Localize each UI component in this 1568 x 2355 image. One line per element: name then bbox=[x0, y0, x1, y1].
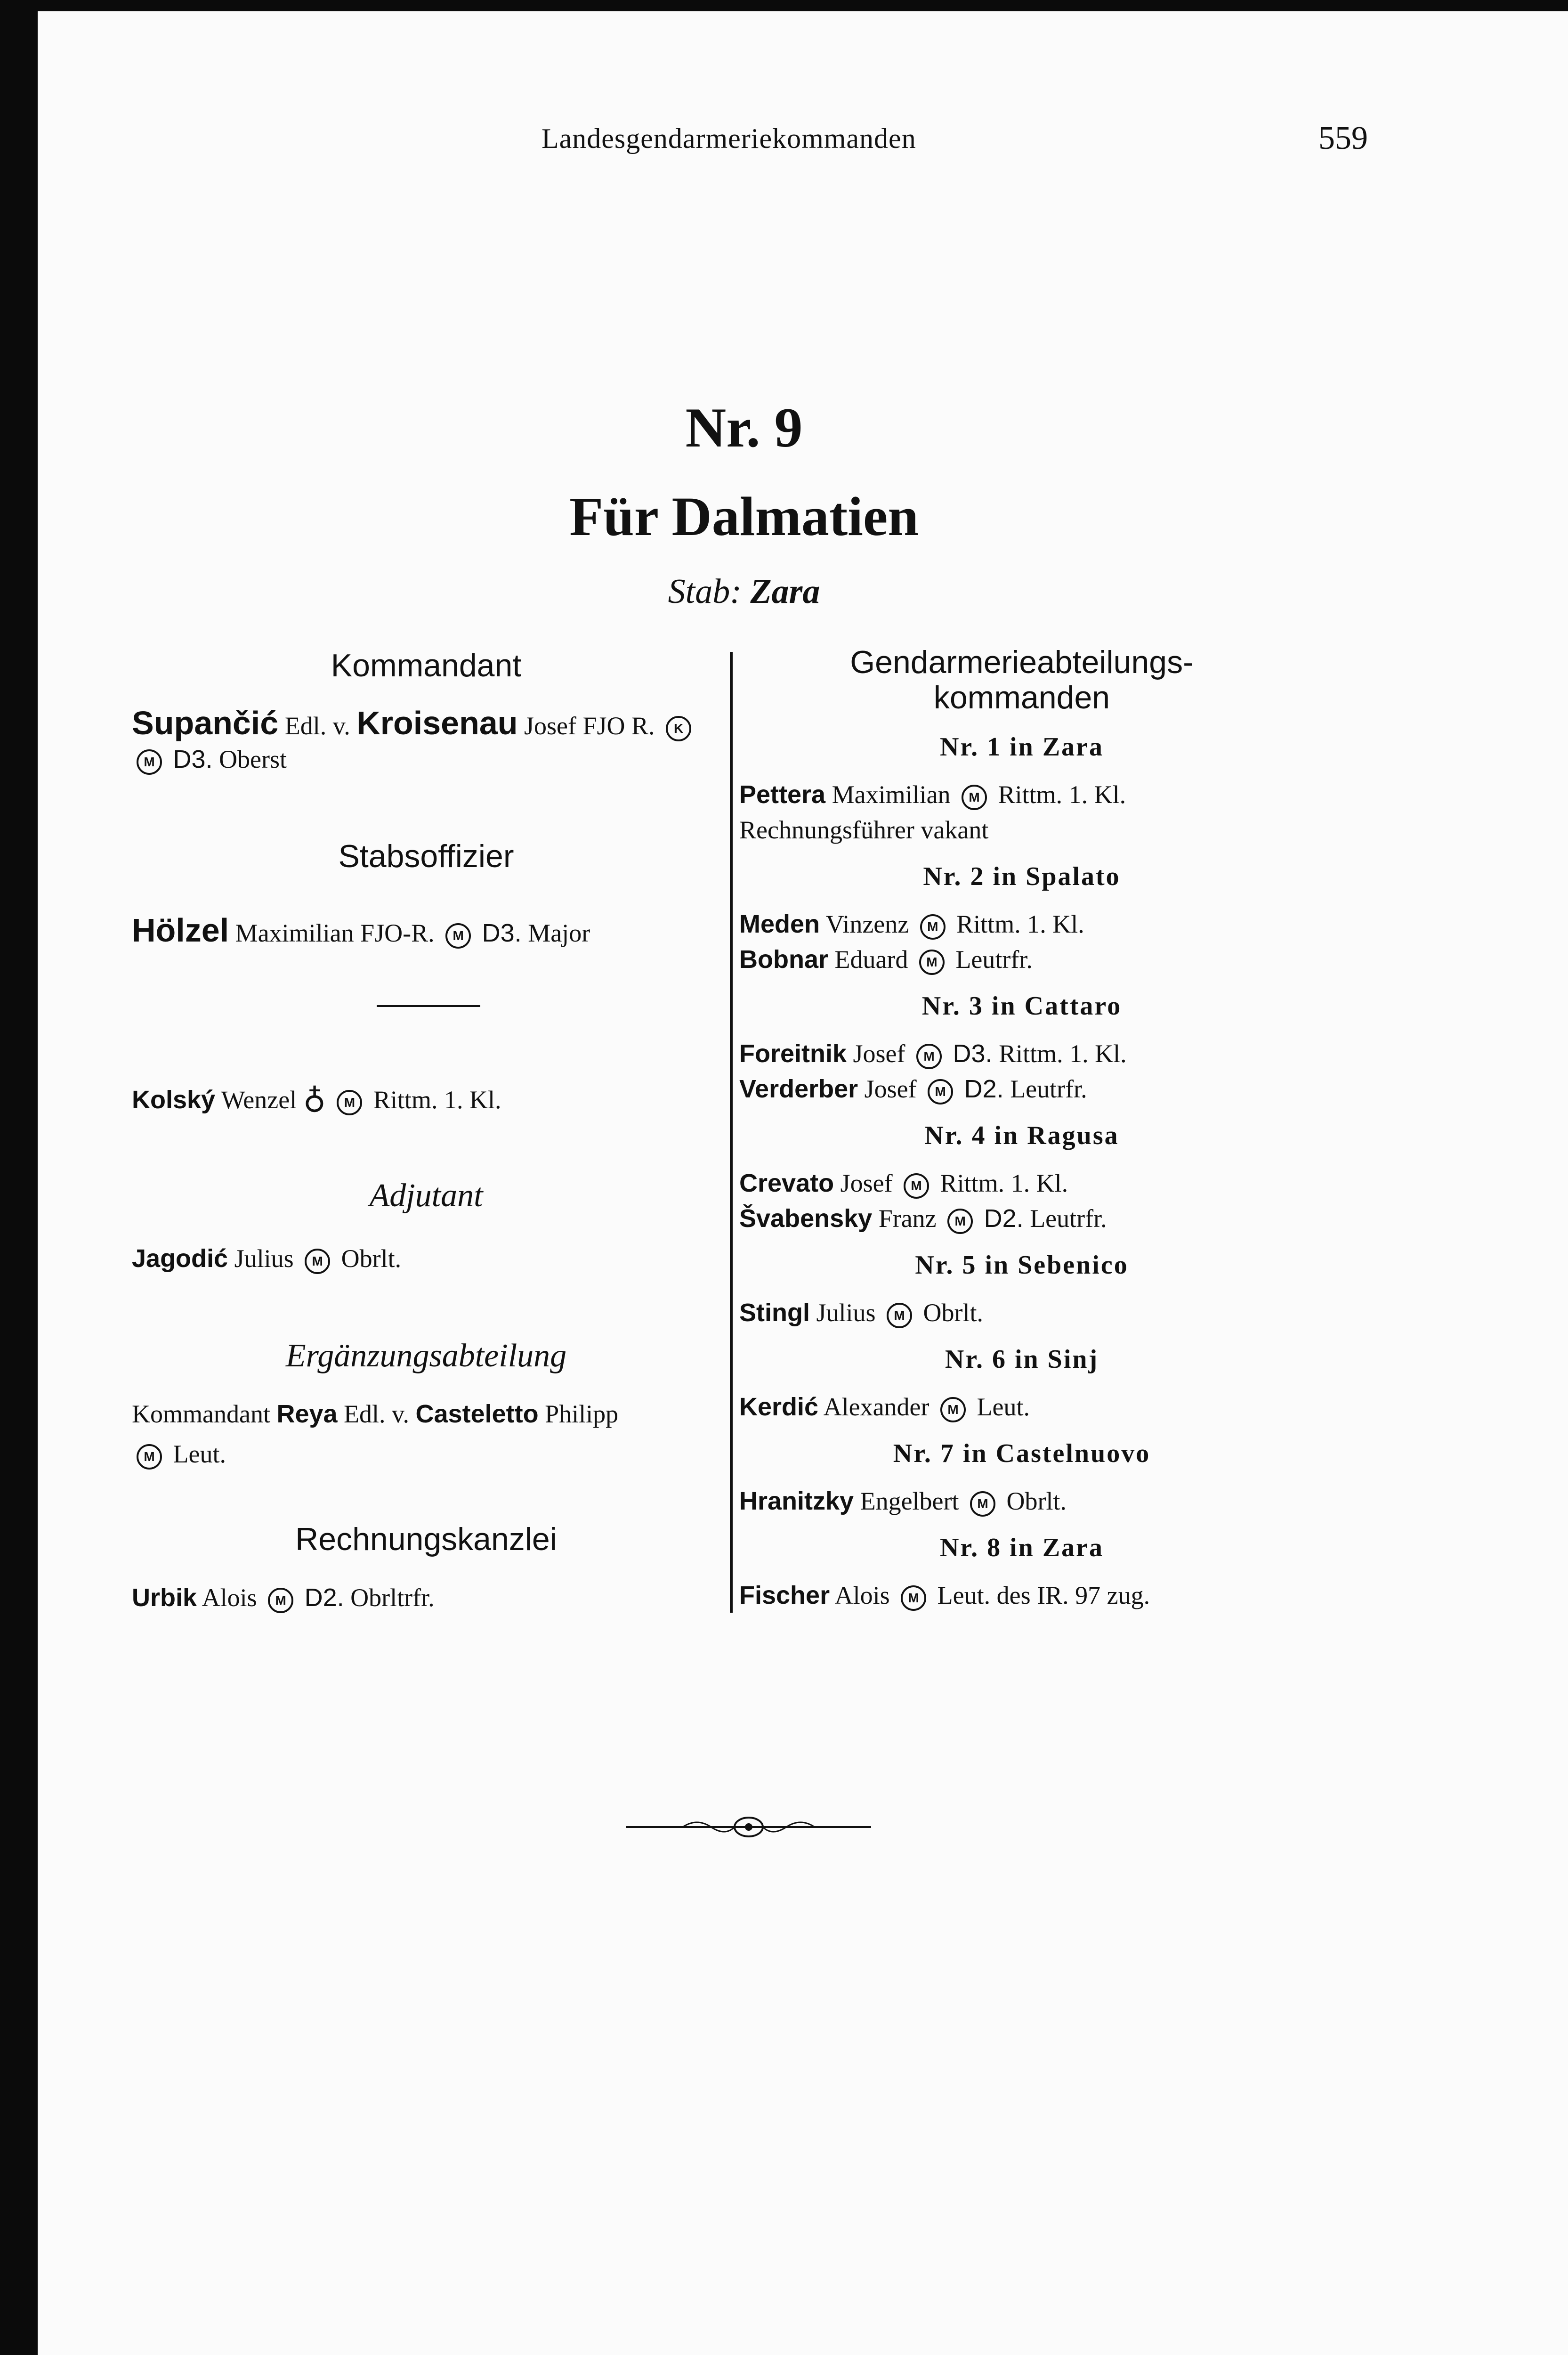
rank: Obrlt. bbox=[341, 1244, 402, 1273]
person-name: Jagodić bbox=[132, 1244, 228, 1273]
person-detail: Engelbert bbox=[860, 1487, 959, 1515]
stabsoffizier-entry bbox=[132, 904, 720, 957]
person-title: Edl. v. bbox=[284, 712, 350, 740]
decoration: D3. bbox=[482, 919, 522, 947]
stab-line bbox=[38, 572, 1450, 612]
page-number: 559 bbox=[1318, 120, 1368, 156]
nr5-heading: Nr. 5 in Sebenico bbox=[915, 1251, 1129, 1280]
kommandant-heading: Kommandant bbox=[331, 648, 522, 683]
stab-label: Stab: bbox=[668, 572, 742, 611]
rank: Obrltrfr. bbox=[350, 1584, 435, 1612]
nr4-heading: Nr. 4 in Ragusa bbox=[924, 1121, 1119, 1150]
order-symbol-icon: ♁ bbox=[303, 1081, 326, 1115]
rank: Leut. bbox=[173, 1440, 226, 1468]
rechnungsfuehrer-line: Rechnungsführer vakant bbox=[739, 816, 989, 844]
person-detail: Alexander bbox=[823, 1393, 929, 1421]
kolsky-entry bbox=[132, 1073, 720, 1123]
fischer-entry bbox=[739, 1575, 1304, 1616]
m-badge-icon: M bbox=[970, 1491, 995, 1517]
person-name: Fischer bbox=[739, 1581, 830, 1609]
foreitnik-entry bbox=[739, 1033, 1304, 1074]
rechnung-heading: Rechnungskanzlei bbox=[295, 1521, 557, 1557]
person-detail: Josef bbox=[864, 1075, 917, 1103]
decoration: D3. bbox=[173, 745, 213, 773]
pettera-entry bbox=[739, 774, 1304, 815]
person-name: Švabensky bbox=[739, 1204, 873, 1233]
m-badge-icon: M bbox=[337, 1090, 362, 1115]
person-detail: Philipp bbox=[545, 1400, 619, 1428]
page-title: Für Dalmatien bbox=[569, 486, 919, 547]
ergaenzung-heading: Ergänzungsabteilung bbox=[285, 1338, 567, 1374]
person-name: Hölzel bbox=[132, 912, 229, 949]
column-divider bbox=[730, 652, 733, 1613]
decoration: D2. bbox=[984, 1204, 1024, 1233]
abteilungs-heading-line1: Gendarmerieabteilungs- bbox=[850, 644, 1194, 680]
person-name: Reya bbox=[276, 1400, 338, 1428]
stingl-entry bbox=[739, 1292, 1304, 1333]
rank: Major bbox=[528, 919, 590, 947]
decoration: D2. bbox=[964, 1075, 1004, 1103]
rechnung-entry bbox=[132, 1577, 720, 1618]
rank: Obrlt. bbox=[1006, 1487, 1067, 1515]
person-title: Edl. v. bbox=[344, 1400, 410, 1428]
running-head: Landesgendarmeriekommanden bbox=[542, 123, 916, 154]
person-detail: Julius bbox=[234, 1244, 294, 1273]
m-badge-icon: M bbox=[305, 1249, 330, 1274]
kommandant-entry-cont bbox=[132, 739, 720, 780]
short-divider bbox=[377, 1005, 480, 1007]
adjutant-entry bbox=[132, 1238, 720, 1279]
nr6-heading: Nr. 6 in Sinj bbox=[945, 1345, 1099, 1374]
person-name: Verderber bbox=[739, 1075, 858, 1103]
person-detail: Josef bbox=[840, 1169, 893, 1197]
nr7-heading: Nr. 7 in Castelnuovo bbox=[893, 1439, 1151, 1468]
person-name: Hranitzky bbox=[739, 1487, 854, 1515]
person-detail: Josef bbox=[853, 1039, 905, 1068]
rank: Leutrfr. bbox=[1030, 1204, 1107, 1233]
stab-city: Zara bbox=[750, 572, 820, 611]
person-detail: Maximilian bbox=[832, 780, 951, 809]
person-name: Foreitnik bbox=[739, 1039, 847, 1068]
ergaenzung-entry bbox=[132, 1394, 720, 1434]
kerdic-entry bbox=[739, 1387, 1304, 1427]
person-name: Pettera bbox=[739, 780, 826, 809]
person-detail: Wenzel bbox=[221, 1086, 297, 1114]
person-name: Urbik bbox=[132, 1584, 197, 1612]
nr8-heading: Nr. 8 in Zara bbox=[939, 1533, 1104, 1562]
person-name: Bobnar bbox=[739, 945, 828, 974]
rank: Rittm. 1. Kl. bbox=[940, 1169, 1068, 1197]
nr2-heading: Nr. 2 in Spalato bbox=[923, 862, 1121, 891]
person-detail: Alois bbox=[834, 1581, 890, 1609]
person-detail: Josef FJO R. bbox=[524, 712, 655, 740]
verderber-entry bbox=[739, 1069, 1304, 1109]
rank: Oberst bbox=[219, 745, 287, 773]
meden-entry bbox=[739, 904, 1304, 944]
person-name: Meden bbox=[739, 910, 820, 938]
page bbox=[38, 11, 1568, 2355]
person-name: Stingl bbox=[739, 1299, 810, 1327]
person-detail: Eduard bbox=[834, 945, 908, 974]
m-badge-icon: M bbox=[268, 1588, 293, 1613]
nr1-heading: Nr. 1 in Zara bbox=[939, 732, 1104, 762]
person-name: Kroisenau bbox=[356, 705, 518, 741]
m-badge-icon: M bbox=[445, 923, 471, 949]
crevato-entry bbox=[739, 1163, 1304, 1203]
rank: Rittm. 1. Kl. bbox=[998, 780, 1126, 809]
rank: Obrlt. bbox=[923, 1299, 984, 1327]
m-badge-icon: M bbox=[137, 749, 162, 775]
nr3-heading: Nr. 3 in Cattaro bbox=[921, 991, 1122, 1021]
m-badge-icon: M bbox=[920, 914, 946, 940]
m-badge-icon: M bbox=[904, 1173, 929, 1199]
rank: Leutrfr. bbox=[1010, 1075, 1087, 1103]
abteilungs-heading-line2: kommanden bbox=[933, 679, 1110, 715]
person-detail: Vinzenz bbox=[825, 910, 909, 938]
person-name: Kolský bbox=[132, 1086, 216, 1114]
m-badge-icon: M bbox=[962, 785, 987, 810]
person-detail: Julius bbox=[816, 1299, 876, 1327]
m-badge-icon: M bbox=[919, 950, 945, 975]
person-name: Casteletto bbox=[415, 1400, 539, 1428]
m-badge-icon: M bbox=[137, 1444, 162, 1470]
ergaenzung-entry-cont bbox=[132, 1434, 720, 1474]
rank: Rittm. 1. Kl. bbox=[999, 1039, 1127, 1068]
rank: Leut. bbox=[977, 1393, 1030, 1421]
m-badge-icon: M bbox=[947, 1209, 973, 1234]
m-badge-icon: M bbox=[928, 1079, 953, 1104]
ornament-divider-icon bbox=[626, 1815, 871, 1839]
abteilungs-heading bbox=[739, 645, 1304, 715]
person-detail: Maximilian FJO-R. bbox=[235, 919, 435, 947]
rank: Leutrfr. bbox=[955, 945, 1033, 974]
adjutant-heading: Adjutant bbox=[369, 1178, 483, 1214]
svabensky-entry bbox=[739, 1198, 1304, 1239]
person-name: Crevato bbox=[739, 1169, 834, 1197]
bobnar-entry bbox=[739, 939, 1304, 980]
person-name: Supančić bbox=[132, 705, 279, 741]
m-badge-icon: M bbox=[916, 1044, 942, 1069]
rank: Rittm. 1. Kl. bbox=[373, 1086, 501, 1114]
k-badge-icon: K bbox=[666, 716, 691, 741]
decoration: D2. bbox=[304, 1584, 344, 1612]
person-detail: Franz bbox=[878, 1204, 937, 1233]
m-badge-icon: M bbox=[940, 1397, 966, 1422]
rank: Rittm. 1. Kl. bbox=[956, 910, 1084, 938]
decoration: D3. bbox=[953, 1039, 993, 1068]
m-badge-icon: M bbox=[901, 1585, 926, 1611]
person-detail: Alois bbox=[202, 1584, 257, 1612]
section-number: Nr. 9 bbox=[685, 396, 803, 459]
person-name: Kerdić bbox=[739, 1393, 819, 1421]
role-label: Kommandant bbox=[132, 1400, 270, 1428]
m-badge-icon: M bbox=[887, 1303, 912, 1328]
rank: Leut. des IR. 97 zug. bbox=[937, 1581, 1150, 1609]
stabsoffizier-heading: Stabsoffizier bbox=[338, 838, 514, 874]
hranitzky-entry bbox=[739, 1481, 1304, 1521]
